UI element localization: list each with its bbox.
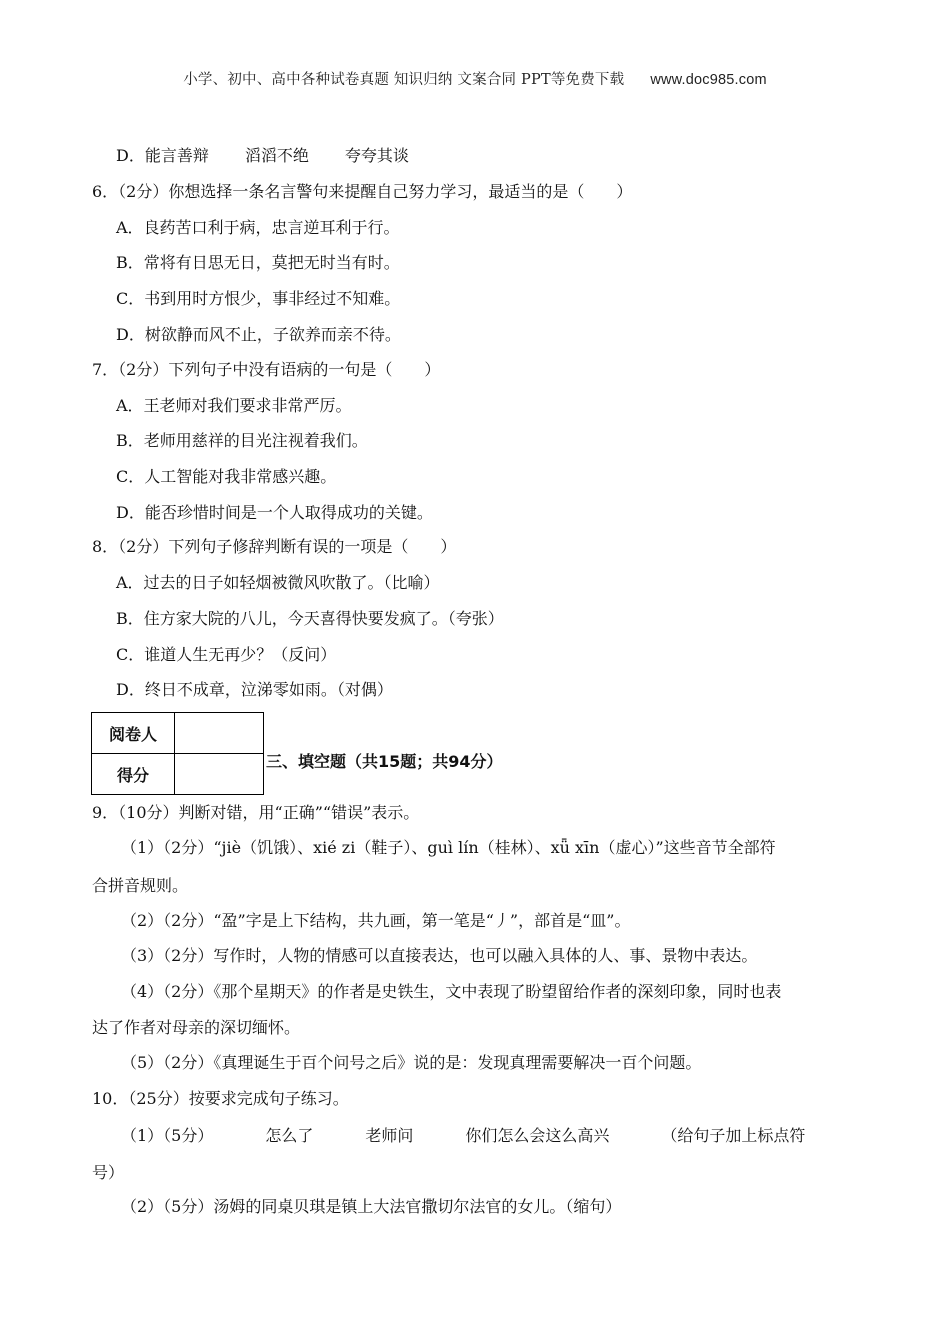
q10-stem: 10．（25分）按要求完成句子练习。 <box>92 1089 349 1108</box>
q9-sub5: （5）（2分）《真理诞生于百个问号之后》说的是：发现真理需要解决一百个问题。 <box>121 1053 702 1072</box>
page-header <box>0 68 950 89</box>
q8-option-b: B．住方家大院的八儿，今天喜得快要发疯了。（夸张） <box>116 609 504 628</box>
q10-sub1-line2: 号） <box>92 1163 125 1182</box>
q5-option-d-label: D． <box>116 146 145 165</box>
q9-sub1-line2: 合拼音规则。 <box>92 876 189 895</box>
reviewer-cell[interactable] <box>175 713 264 754</box>
q9-sub1-line1: （1）（2分）“jiè（饥饿）、xié zi（鞋子）、guì lín（桂林）、xǖ xīn（虚心）”这些音节全部符 <box>121 838 776 857</box>
q6-option-a: A．良药苦口利于病，忠言逆耳利于行。 <box>116 218 400 237</box>
grader-box <box>91 712 264 795</box>
header-site[interactable]: www.doc985.com <box>650 72 767 88</box>
q10-sub1-part2: 老师问 <box>365 1126 414 1145</box>
q10-sub1-label: （1）（5分） <box>121 1126 214 1145</box>
q10-sub2: （2）（5分）汤姆的同桌贝琪是镇上大法官撒切尔法官的女儿。（缩句） <box>121 1197 622 1216</box>
q10-sub1-line1 <box>121 1126 805 1146</box>
q7-stem: 7．（2分）下列句子中没有语病的一句是（ ） <box>92 360 441 379</box>
q7-option-b: B．老师用慈祥的目光注视着我们。 <box>116 431 368 450</box>
q6-stem: 6．（2分）你想选择一条名言警句来提醒自己努力学习，最适当的是（ ） <box>92 182 633 201</box>
q10-sub1-part1: 怎么了 <box>265 1126 314 1145</box>
q7-option-c: C．人工智能对我非常感兴趣。 <box>116 467 337 486</box>
q9-sub4-line1: （4）（2分）《那个星期天》的作者是史铁生，文中表现了盼望留给作者的深刻印象，同时也表 <box>121 982 782 1001</box>
q6-option-d: D．树欲静而风不止，子欲养而亲不待。 <box>116 325 401 344</box>
q9-sub3: （3）（2分）写作时，人物的情感可以直接表达，也可以融入具体的人、事、景物中表达。 <box>121 946 758 965</box>
reviewer-label: 阅卷人 <box>92 713 175 754</box>
score-cell[interactable] <box>175 754 264 795</box>
q8-option-a: A．过去的日子如轻烟被微风吹散了。（比喻） <box>116 573 440 592</box>
q10-sub1-hint: （给句子加上标点符 <box>661 1126 806 1145</box>
q6-option-b: B．常将有日思无日，莫把无时当有时。 <box>116 253 400 272</box>
q7-option-a: A．王老师对我们要求非常严厉。 <box>116 396 352 415</box>
q9-sub4-line2: 达了作者对母亲的深切缅怀。 <box>92 1018 301 1037</box>
q8-option-d: D．终日不成章，泣涕零如雨。（对偶） <box>116 680 393 699</box>
q5-option-d <box>116 146 409 166</box>
header-text: 小学、初中、高中各种试卷真题 知识归纳 文案合同 PPT等免费下载 <box>183 72 625 88</box>
score-label: 得分 <box>92 754 175 795</box>
q8-option-c: C．谁道人生无再少？（反问） <box>116 645 337 664</box>
q5-option-d-word3: 夸夸其谈 <box>344 146 409 165</box>
q9-sub2: （2）（2分）“盈”字是上下结构，共九画，第一笔是“丿”，部首是“皿”。 <box>121 911 631 930</box>
q7-option-d: D．能否珍惜时间是一个人取得成功的关键。 <box>116 503 433 522</box>
q5-option-d-word1: 能言善辩 <box>144 146 209 165</box>
section-title: 三、填空题（共15题；共94分） <box>266 752 503 771</box>
q5-option-d-word2: 滔滔不绝 <box>244 146 309 165</box>
q6-option-c: C．书到用时方恨少，事非经过不知难。 <box>116 289 401 308</box>
q9-stem: 9．（10分）判断对错，用“正确”“错误”表示。 <box>92 803 420 822</box>
q8-stem: 8．（2分）下列句子修辞判断有误的一项是（ ） <box>92 537 457 556</box>
q10-sub1-part3: 你们怎么会这么高兴 <box>465 1126 610 1145</box>
